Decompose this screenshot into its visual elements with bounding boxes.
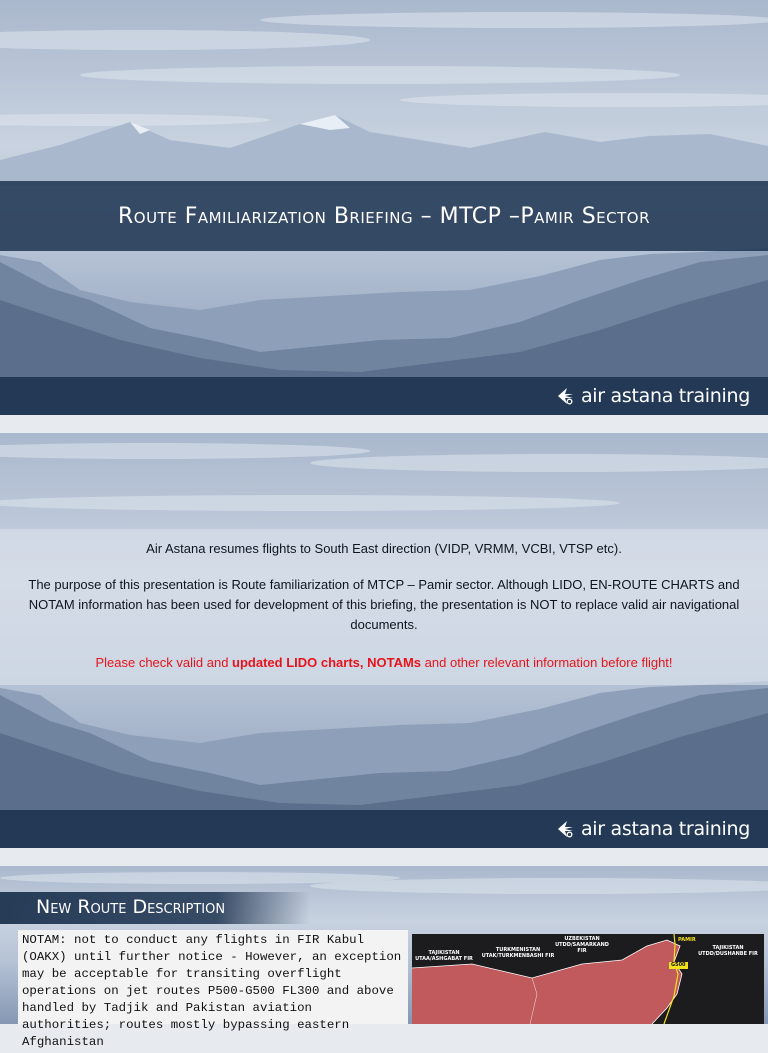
purpose-text: The purpose of this presentation is Route familiarization of MTCP – Pamir sector. Although LIDO, EN-ROUTE CHARTS and NOTAM information has been used for development of this briefing, the presentation is NOT to replace valid air navigational documents. bbox=[28, 577, 740, 632]
brand-name: air astana training bbox=[580, 818, 750, 840]
section-title: New Route Description bbox=[36, 896, 226, 918]
warning-text bbox=[20, 653, 748, 673]
title-band bbox=[0, 181, 768, 251]
map-label-turkmenistan: TURKMENISTAN UTAK/TURKMENBASHI FIR bbox=[481, 947, 555, 959]
warning-bold: updated LIDO charts, NOTAMs bbox=[232, 655, 422, 670]
footer-band bbox=[0, 377, 768, 415]
section-band bbox=[0, 892, 310, 924]
intro-text: Air Astana resumes flights to South East direction (VIDP, VRMM, VCBI, VTSP etc). bbox=[146, 541, 622, 556]
route-map bbox=[412, 934, 764, 1024]
brand-logo bbox=[555, 816, 750, 842]
purpose-slide bbox=[0, 433, 768, 848]
route-description-slide bbox=[0, 866, 768, 1049]
map-label-tajikistan-west: TAJIKISTAN UTAA/ASHGABAT FIR bbox=[415, 950, 473, 962]
notam-box bbox=[18, 930, 409, 1049]
brand-logo bbox=[555, 383, 750, 409]
waypoint-label: PAMIR bbox=[678, 937, 696, 943]
footer-band bbox=[0, 810, 768, 848]
notam-text: NOTAM: not to conduct any flights in FIR Kabul (OAKX) until further notice - However, an exception may be acceptable for transiting overflight operations on jet routes P500-G500 FL300 and above handled by Tadjik and Pakistan aviation authorities; routes mostly bypassing eastern Afghanistan bbox=[22, 933, 409, 1049]
route-label: G500 bbox=[671, 962, 686, 968]
presentation-title: Route Familiarization Briefing – MTCP –Pamir Sector bbox=[117, 203, 651, 229]
air-astana-bird-icon bbox=[555, 385, 577, 407]
map-label-uzbekistan: UZBEKISTAN UTDD/SAMARKAND FIR bbox=[555, 936, 609, 954]
title-slide bbox=[0, 0, 768, 415]
warning-prefix: Please check valid and bbox=[95, 655, 233, 670]
info-panel bbox=[0, 529, 768, 685]
map-label-tajikistan-east: TAJIKISTAN UTDD/DUSHANBE FIR bbox=[698, 945, 758, 957]
warning-suffix: and other relevant information before flight! bbox=[421, 655, 673, 670]
brand-name: air astana training bbox=[580, 385, 750, 407]
air-astana-bird-icon bbox=[555, 818, 577, 840]
